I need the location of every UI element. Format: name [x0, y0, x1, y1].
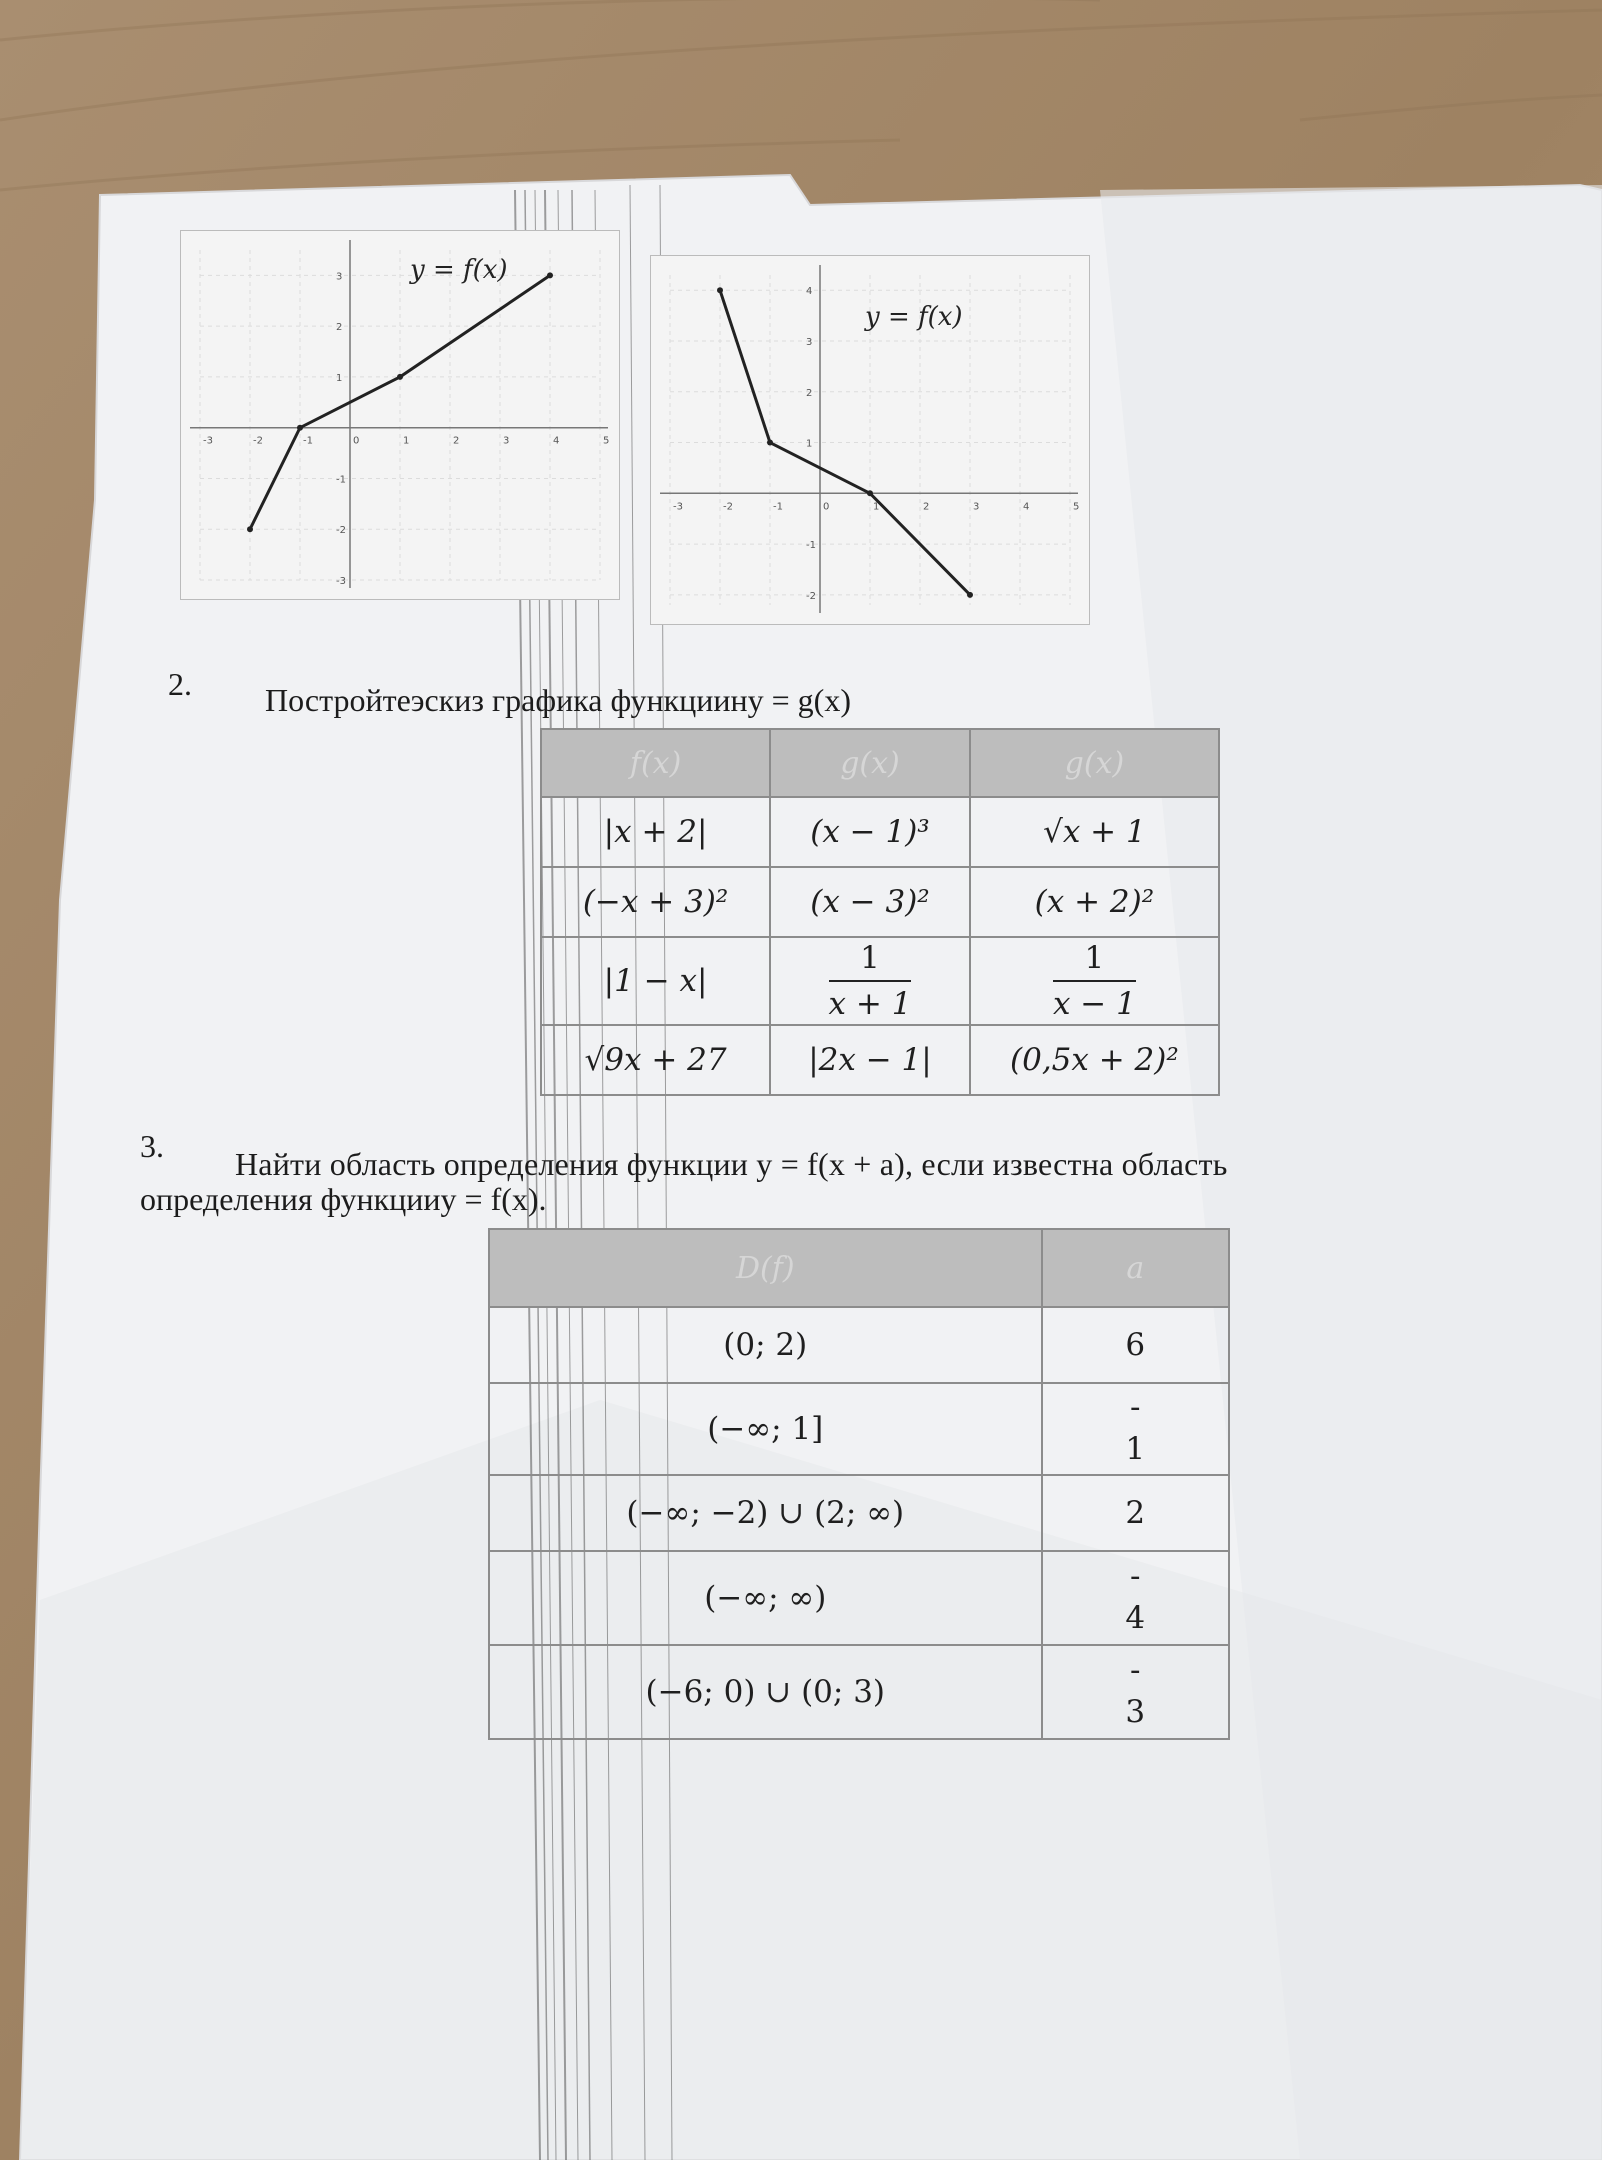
fraction-denominator: x + 1 [828, 986, 912, 1022]
table-cell: 6 [1042, 1307, 1229, 1383]
x-tick-label: 5 [603, 435, 610, 447]
x-tick-label: 5 [1073, 501, 1080, 513]
table-cell: √9x + 27 [541, 1025, 770, 1095]
table-header: f(x) [541, 729, 770, 797]
y-tick-label: -1 [336, 474, 346, 486]
fraction-denominator: x − 1 [1052, 986, 1136, 1022]
vertex-point [247, 526, 253, 532]
table-header: g(x) [770, 729, 970, 797]
task3-number: 3. [140, 1128, 164, 1164]
task2-table [540, 728, 1220, 1096]
table-cell: (x − 1)³ [770, 797, 970, 867]
function-graph-2 [650, 255, 1090, 625]
x-tick-label: 4 [1023, 501, 1030, 513]
fraction-numerator: 1 [829, 940, 912, 982]
vertex-point [397, 374, 403, 380]
table-cell: |x + 2| [541, 797, 770, 867]
y-tick-label: -2 [806, 590, 816, 602]
y-tick-label: -3 [336, 576, 346, 587]
y-tick-label: -2 [336, 525, 346, 537]
fraction [829, 940, 912, 1022]
x-tick-label: 1 [403, 435, 410, 447]
graph-title: y = f(x) [865, 302, 963, 332]
y-tick-label: 1 [806, 438, 813, 450]
table-cell: (x + 2)² [970, 867, 1219, 937]
task2-text: Постройтеэскиз графика функциину = g(x) [265, 682, 851, 718]
fraction [1053, 940, 1136, 1022]
task3-table [488, 1228, 1230, 1740]
vertex-point [717, 287, 723, 293]
x-tick-label: -1 [773, 501, 783, 513]
table-cell: (0,5x + 2)² [970, 1025, 1219, 1095]
y-tick-label: 3 [336, 271, 343, 283]
stacked-value: - 3 [1125, 1652, 1146, 1730]
table-cell: (−∞; 1] [489, 1383, 1042, 1475]
x-tick-label: 3 [973, 501, 980, 513]
x-tick-label: 2 [453, 435, 460, 447]
vertex-point [547, 272, 553, 278]
table-cell: (−x + 3)² [541, 867, 770, 937]
table-cell [1042, 1645, 1229, 1739]
task3-line1: Найти область определения функции y = f(x + a), если известна область [235, 1146, 1228, 1182]
y-tick-label: 2 [336, 322, 343, 334]
x-tick-label: 4 [553, 435, 560, 447]
vertex-point [867, 490, 873, 496]
x-tick-label: -2 [253, 435, 263, 447]
task3-line2: определения функцииу = f(x). [140, 1181, 547, 1217]
table-cell: (−∞; ∞) [489, 1551, 1042, 1645]
y-tick-label: -1 [806, 540, 816, 552]
table-cell: |1 − x| [541, 937, 770, 1025]
x-tick-label: -2 [723, 501, 733, 513]
table-cell: √x + 1 [970, 797, 1219, 867]
y-tick-label: 4 [806, 286, 813, 298]
table-header: a [1042, 1229, 1229, 1307]
x-tick-label: -1 [303, 435, 313, 447]
table-cell [1042, 1551, 1229, 1645]
table-cell: (0; 2) [489, 1307, 1042, 1383]
table-cell-fraction [970, 937, 1219, 1025]
table-cell-fraction [770, 937, 970, 1025]
task2-number: 2. [168, 666, 192, 702]
x-tick-label: 1 [873, 501, 880, 513]
stacked-value: - 1 [1125, 1389, 1146, 1467]
vertex-point [767, 440, 773, 446]
x-tick-label: 3 [503, 435, 510, 447]
x-tick-label: 2 [923, 501, 930, 513]
y-tick-label: 3 [806, 337, 813, 348]
table-cell: (−6; 0) ∪ (0; 3) [489, 1645, 1042, 1739]
graph-title: y = f(x) [410, 255, 508, 285]
table-cell: |2x − 1| [770, 1025, 970, 1095]
x-tick-label: 0 [353, 435, 360, 447]
table-cell: 2 [1042, 1475, 1229, 1551]
table-header: D(f) [489, 1229, 1042, 1307]
y-tick-label: 1 [336, 372, 343, 384]
vertex-point [297, 425, 303, 431]
x-tick-label: 0 [823, 501, 830, 513]
table-cell [1042, 1383, 1229, 1475]
x-tick-label: -3 [203, 435, 213, 447]
x-tick-label: -3 [673, 501, 683, 513]
table-header: g(x) [970, 729, 1219, 797]
table-cell: (x − 3)² [770, 867, 970, 937]
y-tick-label: 2 [806, 387, 813, 399]
function-graph-1 [180, 230, 620, 600]
table-cell: (−∞; −2) ∪ (2; ∞) [489, 1475, 1042, 1551]
stacked-value: - 4 [1125, 1558, 1146, 1636]
fraction-numerator: 1 [1053, 940, 1136, 982]
vertex-point [967, 592, 973, 598]
